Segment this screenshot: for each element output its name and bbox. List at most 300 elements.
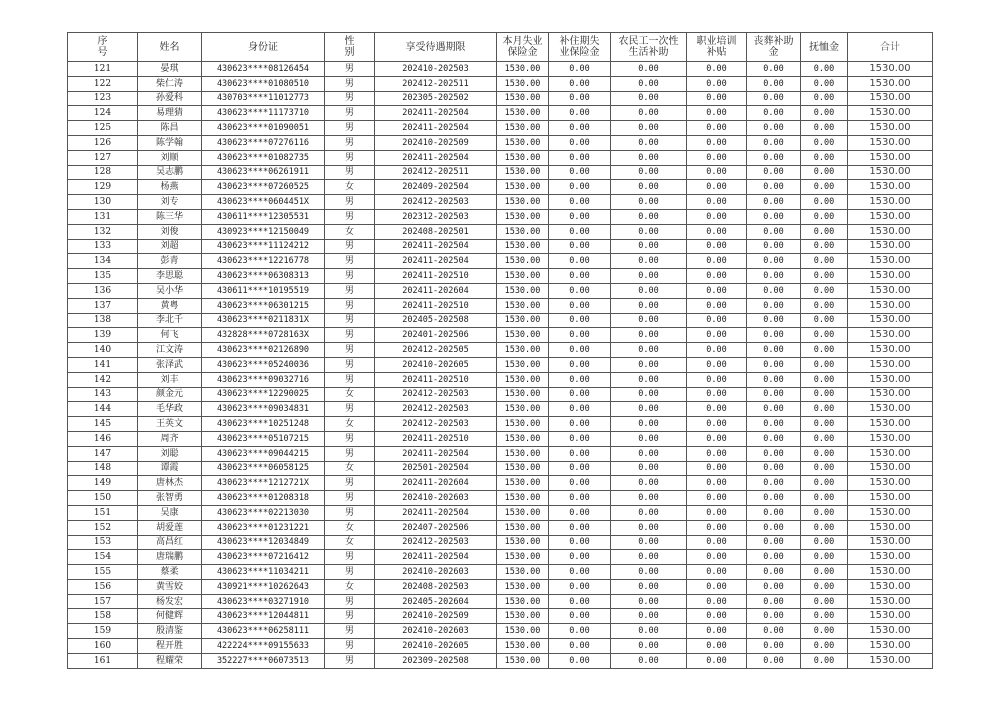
hospital-period-insurance-cell: 0.00 xyxy=(549,417,611,432)
period-cell: 202412-202511 xyxy=(375,165,497,180)
period-cell: 202412-202511 xyxy=(375,76,497,91)
header-unemployment-insurance: 本月失业保险金 xyxy=(497,33,549,62)
period-cell: 202411-202504 xyxy=(375,239,497,254)
unemployment-insurance-cell: 1530.00 xyxy=(497,491,549,506)
training-subsidy-cell: 0.00 xyxy=(687,446,747,461)
id-cell: 430623****02126890 xyxy=(202,343,325,358)
pension-cell: 0.00 xyxy=(801,491,848,506)
gender-cell: 男 xyxy=(325,195,375,210)
period-cell: 202411-202604 xyxy=(375,476,497,491)
period-cell: 202411-202504 xyxy=(375,106,497,121)
funeral-subsidy-cell: 0.00 xyxy=(747,328,801,343)
name-cell: 张泽武 xyxy=(138,357,202,372)
pension-cell: 0.00 xyxy=(801,624,848,639)
hospital-period-insurance-cell: 0.00 xyxy=(549,224,611,239)
header-funeral-subsidy: 丧葬补助金 xyxy=(747,33,801,62)
name-cell: 刘专 xyxy=(138,195,202,210)
period-cell: 202409-202504 xyxy=(375,180,497,195)
funeral-subsidy-cell: 0.00 xyxy=(747,91,801,106)
hospital-period-insurance-cell: 0.00 xyxy=(549,535,611,550)
table-header xyxy=(68,33,933,62)
id-cell: 430923****12150049 xyxy=(202,224,325,239)
farmer-allowance-cell: 0.00 xyxy=(611,505,687,520)
table-row xyxy=(68,343,933,358)
farmer-allowance-cell: 0.00 xyxy=(611,62,687,77)
period-cell: 202411-202504 xyxy=(375,446,497,461)
training-subsidy-cell: 0.00 xyxy=(687,550,747,565)
funeral-subsidy-cell: 0.00 xyxy=(747,343,801,358)
name-cell: 唐瑞鹏 xyxy=(138,550,202,565)
id-cell: 430623****12216778 xyxy=(202,254,325,269)
period-cell: 202412-202503 xyxy=(375,195,497,210)
farmer-allowance-cell: 0.00 xyxy=(611,165,687,180)
name-cell: 刘超 xyxy=(138,239,202,254)
gender-cell: 男 xyxy=(325,135,375,150)
unemployment-insurance-cell: 1530.00 xyxy=(497,165,549,180)
hospital-period-insurance-cell: 0.00 xyxy=(549,209,611,224)
gender-cell: 男 xyxy=(325,328,375,343)
id-cell: 432828****0728163X xyxy=(202,328,325,343)
name-cell: 唐林杰 xyxy=(138,476,202,491)
total-cell: 1530.00 xyxy=(848,283,933,298)
unemployment-insurance-cell: 1530.00 xyxy=(497,209,549,224)
gender-cell: 男 xyxy=(325,653,375,668)
gender-cell: 女 xyxy=(325,535,375,550)
gender-cell: 男 xyxy=(325,565,375,580)
unemployment-insurance-cell: 1530.00 xyxy=(497,298,549,313)
header-id: 身份证 xyxy=(202,33,325,62)
unemployment-insurance-cell: 1530.00 xyxy=(497,372,549,387)
seq-cell: 143 xyxy=(68,387,138,402)
funeral-subsidy-cell: 0.00 xyxy=(747,624,801,639)
pension-cell: 0.00 xyxy=(801,565,848,580)
hospital-period-insurance-cell: 0.00 xyxy=(549,269,611,284)
header-training-subsidy: 职业培训补贴 xyxy=(687,33,747,62)
id-cell: 430623****09034831 xyxy=(202,402,325,417)
header-name: 姓名 xyxy=(138,33,202,62)
farmer-allowance-cell: 0.00 xyxy=(611,594,687,609)
unemployment-insurance-cell: 1530.00 xyxy=(497,461,549,476)
seq-cell: 125 xyxy=(68,121,138,136)
period-cell: 202411-202504 xyxy=(375,254,497,269)
id-cell: 430623****05240036 xyxy=(202,357,325,372)
unemployment-insurance-cell: 1530.00 xyxy=(497,150,549,165)
training-subsidy-cell: 0.00 xyxy=(687,491,747,506)
training-subsidy-cell: 0.00 xyxy=(687,520,747,535)
id-cell: 430623****05107215 xyxy=(202,431,325,446)
name-cell: 杨燕 xyxy=(138,180,202,195)
table-row xyxy=(68,76,933,91)
unemployment-insurance-cell: 1530.00 xyxy=(497,254,549,269)
pension-cell: 0.00 xyxy=(801,91,848,106)
training-subsidy-cell: 0.00 xyxy=(687,609,747,624)
training-subsidy-cell: 0.00 xyxy=(687,298,747,313)
id-cell: 430623****09044215 xyxy=(202,446,325,461)
funeral-subsidy-cell: 0.00 xyxy=(747,639,801,654)
total-cell: 1530.00 xyxy=(848,491,933,506)
pension-cell: 0.00 xyxy=(801,254,848,269)
funeral-subsidy-cell: 0.00 xyxy=(747,579,801,594)
training-subsidy-cell: 0.00 xyxy=(687,180,747,195)
hospital-period-insurance-cell: 0.00 xyxy=(549,106,611,121)
table-row xyxy=(68,150,933,165)
table-row xyxy=(68,491,933,506)
period-cell: 202411-202504 xyxy=(375,150,497,165)
farmer-allowance-cell: 0.00 xyxy=(611,431,687,446)
table-row xyxy=(68,609,933,624)
hospital-period-insurance-cell: 0.00 xyxy=(549,491,611,506)
hospital-period-insurance-cell: 0.00 xyxy=(549,135,611,150)
unemployment-insurance-cell: 1530.00 xyxy=(497,609,549,624)
period-cell: 202408-202501 xyxy=(375,224,497,239)
seq-cell: 128 xyxy=(68,165,138,180)
id-cell: 430623****08126454 xyxy=(202,62,325,77)
training-subsidy-cell: 0.00 xyxy=(687,76,747,91)
funeral-subsidy-cell: 0.00 xyxy=(747,357,801,372)
pension-cell: 0.00 xyxy=(801,180,848,195)
total-cell: 1530.00 xyxy=(848,343,933,358)
period-cell: 202410-202603 xyxy=(375,624,497,639)
total-cell: 1530.00 xyxy=(848,594,933,609)
hospital-period-insurance-cell: 0.00 xyxy=(549,165,611,180)
name-cell: 柴仁涛 xyxy=(138,76,202,91)
hospital-period-insurance-cell: 0.00 xyxy=(549,431,611,446)
id-cell: 430921****10262643 xyxy=(202,579,325,594)
period-cell: 202410-202603 xyxy=(375,491,497,506)
table-row xyxy=(68,224,933,239)
total-cell: 1530.00 xyxy=(848,461,933,476)
pension-cell: 0.00 xyxy=(801,594,848,609)
pension-cell: 0.00 xyxy=(801,165,848,180)
period-cell: 202405-202508 xyxy=(375,313,497,328)
pension-cell: 0.00 xyxy=(801,535,848,550)
funeral-subsidy-cell: 0.00 xyxy=(747,565,801,580)
funeral-subsidy-cell: 0.00 xyxy=(747,387,801,402)
training-subsidy-cell: 0.00 xyxy=(687,461,747,476)
name-cell: 刘聪 xyxy=(138,446,202,461)
training-subsidy-cell: 0.00 xyxy=(687,565,747,580)
period-cell: 202411-202504 xyxy=(375,121,497,136)
unemployment-insurance-cell: 1530.00 xyxy=(497,135,549,150)
funeral-subsidy-cell: 0.00 xyxy=(747,121,801,136)
seq-cell: 156 xyxy=(68,579,138,594)
farmer-allowance-cell: 0.00 xyxy=(611,446,687,461)
unemployment-insurance-cell: 1530.00 xyxy=(497,520,549,535)
pension-cell: 0.00 xyxy=(801,417,848,432)
training-subsidy-cell: 0.00 xyxy=(687,269,747,284)
period-cell: 202305-202502 xyxy=(375,91,497,106)
table-row xyxy=(68,624,933,639)
seq-cell: 150 xyxy=(68,491,138,506)
name-cell: 程耀荣 xyxy=(138,653,202,668)
period-cell: 202407-202506 xyxy=(375,520,497,535)
seq-cell: 144 xyxy=(68,402,138,417)
total-cell: 1530.00 xyxy=(848,121,933,136)
name-cell: 蔡柔 xyxy=(138,565,202,580)
pension-cell: 0.00 xyxy=(801,579,848,594)
seq-cell: 132 xyxy=(68,224,138,239)
total-cell: 1530.00 xyxy=(848,387,933,402)
total-cell: 1530.00 xyxy=(848,476,933,491)
training-subsidy-cell: 0.00 xyxy=(687,624,747,639)
id-cell: 430703****11012773 xyxy=(202,91,325,106)
seq-cell: 134 xyxy=(68,254,138,269)
farmer-allowance-cell: 0.00 xyxy=(611,195,687,210)
name-cell: 江文涛 xyxy=(138,343,202,358)
header-hospital-period-insurance: 补住期失业保险金 xyxy=(549,33,611,62)
table-row xyxy=(68,461,933,476)
funeral-subsidy-cell: 0.00 xyxy=(747,417,801,432)
seq-cell: 159 xyxy=(68,624,138,639)
farmer-allowance-cell: 0.00 xyxy=(611,209,687,224)
table-row xyxy=(68,431,933,446)
table-row xyxy=(68,180,933,195)
seq-cell: 148 xyxy=(68,461,138,476)
funeral-subsidy-cell: 0.00 xyxy=(747,550,801,565)
id-cell: 430623****01082735 xyxy=(202,150,325,165)
gender-cell: 女 xyxy=(325,180,375,195)
gender-cell: 男 xyxy=(325,91,375,106)
total-cell: 1530.00 xyxy=(848,135,933,150)
hospital-period-insurance-cell: 0.00 xyxy=(549,387,611,402)
seq-cell: 122 xyxy=(68,76,138,91)
id-cell: 430623****11124212 xyxy=(202,239,325,254)
funeral-subsidy-cell: 0.00 xyxy=(747,76,801,91)
seq-cell: 160 xyxy=(68,639,138,654)
hospital-period-insurance-cell: 0.00 xyxy=(549,254,611,269)
period-cell: 202410-202509 xyxy=(375,609,497,624)
total-cell: 1530.00 xyxy=(848,209,933,224)
gender-cell: 男 xyxy=(325,298,375,313)
pension-cell: 0.00 xyxy=(801,343,848,358)
funeral-subsidy-cell: 0.00 xyxy=(747,209,801,224)
funeral-subsidy-cell: 0.00 xyxy=(747,594,801,609)
training-subsidy-cell: 0.00 xyxy=(687,535,747,550)
gender-cell: 男 xyxy=(325,446,375,461)
unemployment-insurance-cell: 1530.00 xyxy=(497,328,549,343)
farmer-allowance-cell: 0.00 xyxy=(611,239,687,254)
name-cell: 陈学翰 xyxy=(138,135,202,150)
hospital-period-insurance-cell: 0.00 xyxy=(549,328,611,343)
gender-cell: 男 xyxy=(325,150,375,165)
training-subsidy-cell: 0.00 xyxy=(687,594,747,609)
farmer-allowance-cell: 0.00 xyxy=(611,609,687,624)
name-cell: 殷清鉴 xyxy=(138,624,202,639)
name-cell: 吴志鹏 xyxy=(138,165,202,180)
training-subsidy-cell: 0.00 xyxy=(687,135,747,150)
training-subsidy-cell: 0.00 xyxy=(687,476,747,491)
training-subsidy-cell: 0.00 xyxy=(687,431,747,446)
id-cell: 430623****06301215 xyxy=(202,298,325,313)
funeral-subsidy-cell: 0.00 xyxy=(747,165,801,180)
period-cell: 202411-202504 xyxy=(375,550,497,565)
table-row xyxy=(68,565,933,580)
farmer-allowance-cell: 0.00 xyxy=(611,520,687,535)
period-cell: 202411-202510 xyxy=(375,298,497,313)
pension-cell: 0.00 xyxy=(801,505,848,520)
hospital-period-insurance-cell: 0.00 xyxy=(549,461,611,476)
name-cell: 黄雪姣 xyxy=(138,579,202,594)
seq-cell: 154 xyxy=(68,550,138,565)
id-cell: 430623****11034211 xyxy=(202,565,325,580)
hospital-period-insurance-cell: 0.00 xyxy=(549,653,611,668)
total-cell: 1530.00 xyxy=(848,653,933,668)
total-cell: 1530.00 xyxy=(848,62,933,77)
seq-cell: 155 xyxy=(68,565,138,580)
table-row xyxy=(68,357,933,372)
seq-cell: 158 xyxy=(68,609,138,624)
funeral-subsidy-cell: 0.00 xyxy=(747,505,801,520)
funeral-subsidy-cell: 0.00 xyxy=(747,609,801,624)
training-subsidy-cell: 0.00 xyxy=(687,121,747,136)
table-body xyxy=(68,62,933,669)
total-cell: 1530.00 xyxy=(848,550,933,565)
gender-cell: 女 xyxy=(325,387,375,402)
total-cell: 1530.00 xyxy=(848,224,933,239)
farmer-allowance-cell: 0.00 xyxy=(611,328,687,343)
seq-cell: 131 xyxy=(68,209,138,224)
unemployment-insurance-cell: 1530.00 xyxy=(497,387,549,402)
period-cell: 202412-202503 xyxy=(375,535,497,550)
unemployment-insurance-cell: 1530.00 xyxy=(497,106,549,121)
farmer-allowance-cell: 0.00 xyxy=(611,135,687,150)
total-cell: 1530.00 xyxy=(848,624,933,639)
unemployment-insurance-cell: 1530.00 xyxy=(497,269,549,284)
hospital-period-insurance-cell: 0.00 xyxy=(549,594,611,609)
hospital-period-insurance-cell: 0.00 xyxy=(549,624,611,639)
table-row xyxy=(68,476,933,491)
unemployment-insurance-cell: 1530.00 xyxy=(497,283,549,298)
farmer-allowance-cell: 0.00 xyxy=(611,298,687,313)
total-cell: 1530.00 xyxy=(848,431,933,446)
unemployment-insurance-cell: 1530.00 xyxy=(497,239,549,254)
pension-cell: 0.00 xyxy=(801,461,848,476)
funeral-subsidy-cell: 0.00 xyxy=(747,372,801,387)
funeral-subsidy-cell: 0.00 xyxy=(747,402,801,417)
farmer-allowance-cell: 0.00 xyxy=(611,372,687,387)
gender-cell: 男 xyxy=(325,269,375,284)
gender-cell: 男 xyxy=(325,121,375,136)
gender-cell: 男 xyxy=(325,76,375,91)
farmer-allowance-cell: 0.00 xyxy=(611,180,687,195)
seq-cell: 124 xyxy=(68,106,138,121)
training-subsidy-cell: 0.00 xyxy=(687,91,747,106)
name-cell: 何健辉 xyxy=(138,609,202,624)
table-row xyxy=(68,195,933,210)
funeral-subsidy-cell: 0.00 xyxy=(747,62,801,77)
id-cell: 430623****12034849 xyxy=(202,535,325,550)
hospital-period-insurance-cell: 0.00 xyxy=(549,313,611,328)
benefit-table-sheet xyxy=(67,32,933,669)
pension-cell: 0.00 xyxy=(801,653,848,668)
seq-cell: 121 xyxy=(68,62,138,77)
total-cell: 1530.00 xyxy=(848,313,933,328)
gender-cell: 男 xyxy=(325,283,375,298)
gender-cell: 男 xyxy=(325,357,375,372)
table-row xyxy=(68,328,933,343)
pension-cell: 0.00 xyxy=(801,298,848,313)
name-cell: 张智勇 xyxy=(138,491,202,506)
farmer-allowance-cell: 0.00 xyxy=(611,150,687,165)
table-row xyxy=(68,402,933,417)
seq-cell: 140 xyxy=(68,343,138,358)
name-cell: 胡爱莲 xyxy=(138,520,202,535)
table-row xyxy=(68,639,933,654)
farmer-allowance-cell: 0.00 xyxy=(611,283,687,298)
gender-cell: 男 xyxy=(325,62,375,77)
hospital-period-insurance-cell: 0.00 xyxy=(549,343,611,358)
pension-cell: 0.00 xyxy=(801,195,848,210)
unemployment-insurance-cell: 1530.00 xyxy=(497,476,549,491)
name-cell: 高昌红 xyxy=(138,535,202,550)
period-cell: 202411-202510 xyxy=(375,431,497,446)
pension-cell: 0.00 xyxy=(801,476,848,491)
hospital-period-insurance-cell: 0.00 xyxy=(549,283,611,298)
id-cell: 430623****06258111 xyxy=(202,624,325,639)
training-subsidy-cell: 0.00 xyxy=(687,62,747,77)
period-cell: 202408-202503 xyxy=(375,579,497,594)
id-cell: 352227****06073513 xyxy=(202,653,325,668)
training-subsidy-cell: 0.00 xyxy=(687,402,747,417)
funeral-subsidy-cell: 0.00 xyxy=(747,431,801,446)
id-cell: 430623****01208318 xyxy=(202,491,325,506)
table-row xyxy=(68,269,933,284)
training-subsidy-cell: 0.00 xyxy=(687,639,747,654)
total-cell: 1530.00 xyxy=(848,180,933,195)
gender-cell: 男 xyxy=(325,431,375,446)
period-cell: 202411-202504 xyxy=(375,505,497,520)
unemployment-insurance-cell: 1530.00 xyxy=(497,550,549,565)
id-cell: 430623****03271910 xyxy=(202,594,325,609)
table-row xyxy=(68,313,933,328)
unemployment-insurance-cell: 1530.00 xyxy=(497,343,549,358)
period-cell: 202410-202503 xyxy=(375,62,497,77)
pension-cell: 0.00 xyxy=(801,76,848,91)
header-period: 享受待遇期限 xyxy=(375,33,497,62)
seq-cell: 135 xyxy=(68,269,138,284)
table-row xyxy=(68,387,933,402)
gender-cell: 男 xyxy=(325,209,375,224)
id-cell: 430623****12044811 xyxy=(202,609,325,624)
table-row xyxy=(68,91,933,106)
id-cell: 430623****0604451X xyxy=(202,195,325,210)
funeral-subsidy-cell: 0.00 xyxy=(747,224,801,239)
table-row xyxy=(68,283,933,298)
farmer-allowance-cell: 0.00 xyxy=(611,357,687,372)
period-cell: 202410-202605 xyxy=(375,639,497,654)
pension-cell: 0.00 xyxy=(801,387,848,402)
gender-cell: 男 xyxy=(325,594,375,609)
training-subsidy-cell: 0.00 xyxy=(687,313,747,328)
total-cell: 1530.00 xyxy=(848,417,933,432)
hospital-period-insurance-cell: 0.00 xyxy=(549,372,611,387)
unemployment-insurance-cell: 1530.00 xyxy=(497,565,549,580)
funeral-subsidy-cell: 0.00 xyxy=(747,269,801,284)
unemployment-insurance-cell: 1530.00 xyxy=(497,639,549,654)
table-row xyxy=(68,254,933,269)
pension-cell: 0.00 xyxy=(801,550,848,565)
id-cell: 430611****12305531 xyxy=(202,209,325,224)
gender-cell: 男 xyxy=(325,254,375,269)
hospital-period-insurance-cell: 0.00 xyxy=(549,476,611,491)
pension-cell: 0.00 xyxy=(801,62,848,77)
total-cell: 1530.00 xyxy=(848,165,933,180)
period-cell: 202401-202506 xyxy=(375,328,497,343)
period-cell: 202411-202510 xyxy=(375,269,497,284)
period-cell: 202312-202503 xyxy=(375,209,497,224)
total-cell: 1530.00 xyxy=(848,609,933,624)
training-subsidy-cell: 0.00 xyxy=(687,224,747,239)
